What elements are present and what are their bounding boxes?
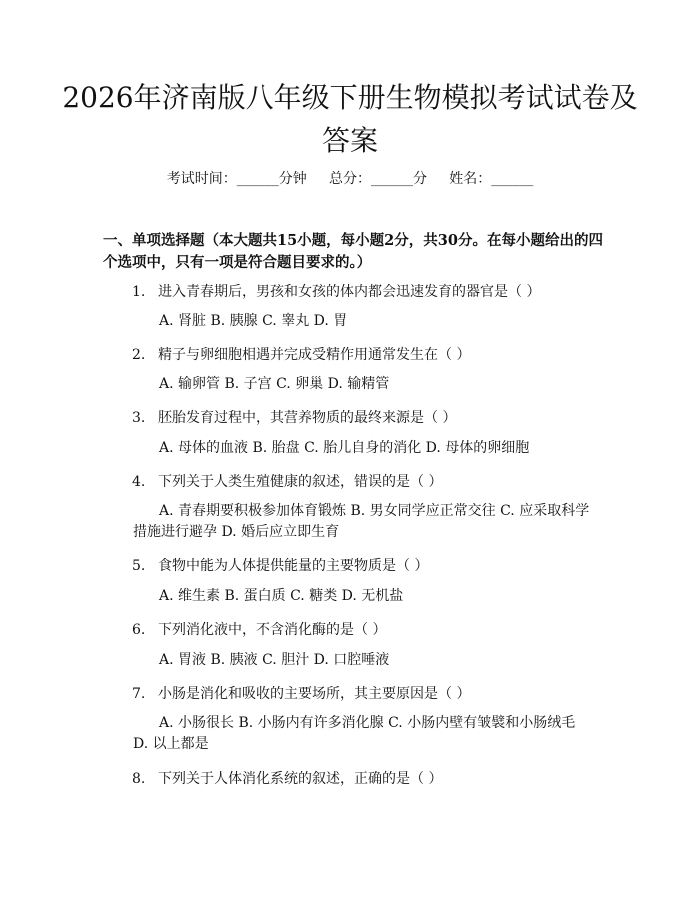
question-3-options: A. 母体的血液 B. 胎盘 C. 胎儿自身的消化 D. 母体的卵细胞 — [159, 440, 530, 456]
question-number: 2. — [132, 347, 146, 363]
question-2-options: A. 输卵管 B. 子宫 C. 卵巢 D. 输精管 — [159, 376, 390, 392]
question-text: 下列关于人类生殖健康的叙述，错误的是（ ） — [158, 474, 443, 490]
question-text: 下列消化液中，不含消化酶的是（ ） — [158, 622, 387, 638]
section-heading: 一、单项选择题（本大题共15小题，每小题2分，共30分。在每小题给出的四个选项中，只有一项是符合题目要求的。） — [103, 232, 603, 271]
question-1-options: A. 肾脏 B. 胰腺 C. 睾丸 D. 胃 — [159, 313, 348, 329]
page-title: 2026年济南版八年级下册生物模拟考试试卷及答案 — [62, 81, 638, 157]
question-6-options: A. 胃液 B. 胰液 C. 胆汁 D. 口腔唾液 — [159, 652, 390, 668]
question-text: 小肠是消化和吸收的主要场所，其主要原因是（ ） — [158, 686, 471, 702]
question-number: 3. — [132, 410, 146, 426]
question-4-options: A. 青春期要积极参加体育锻炼 B. 男女同学应正常交往 C. 应采取科学措施进行避孕 D. 婚后应立即生育 — [133, 503, 590, 540]
question-number: 1. — [132, 284, 146, 300]
question-text: 精子与卵细胞相遇并完成受精作用通常发生在（ ） — [158, 347, 471, 363]
question-text: 下列关于人体消化系统的叙述，正确的是（ ） — [158, 771, 443, 787]
question-text: 进入青春期后，男孩和女孩的体内都会迅速发育的器官是（ ） — [158, 284, 541, 300]
question-number: 6. — [132, 622, 146, 638]
question-7-options: A. 小肠很长 B. 小肠内有许多消化腺 C. 小肠内壁有皱襞和小肠绒毛 D. 以上都是 — [133, 715, 576, 752]
question-number: 7. — [132, 686, 146, 702]
question-number: 5. — [132, 558, 146, 574]
question-5-options: A. 维生素 B. 蛋白质 C. 糖类 D. 无机盐 — [159, 588, 404, 604]
question-number: 4. — [132, 474, 146, 490]
question-text: 胚胎发育过程中，其营养物质的最终来源是（ ） — [158, 410, 457, 426]
exam-meta-line: 考试时间：______分钟 总分：______分 姓名：______ — [166, 171, 534, 187]
question-text: 食物中能为人体提供能量的主要物质是（ ） — [158, 558, 429, 574]
question-number: 8. — [132, 771, 146, 787]
